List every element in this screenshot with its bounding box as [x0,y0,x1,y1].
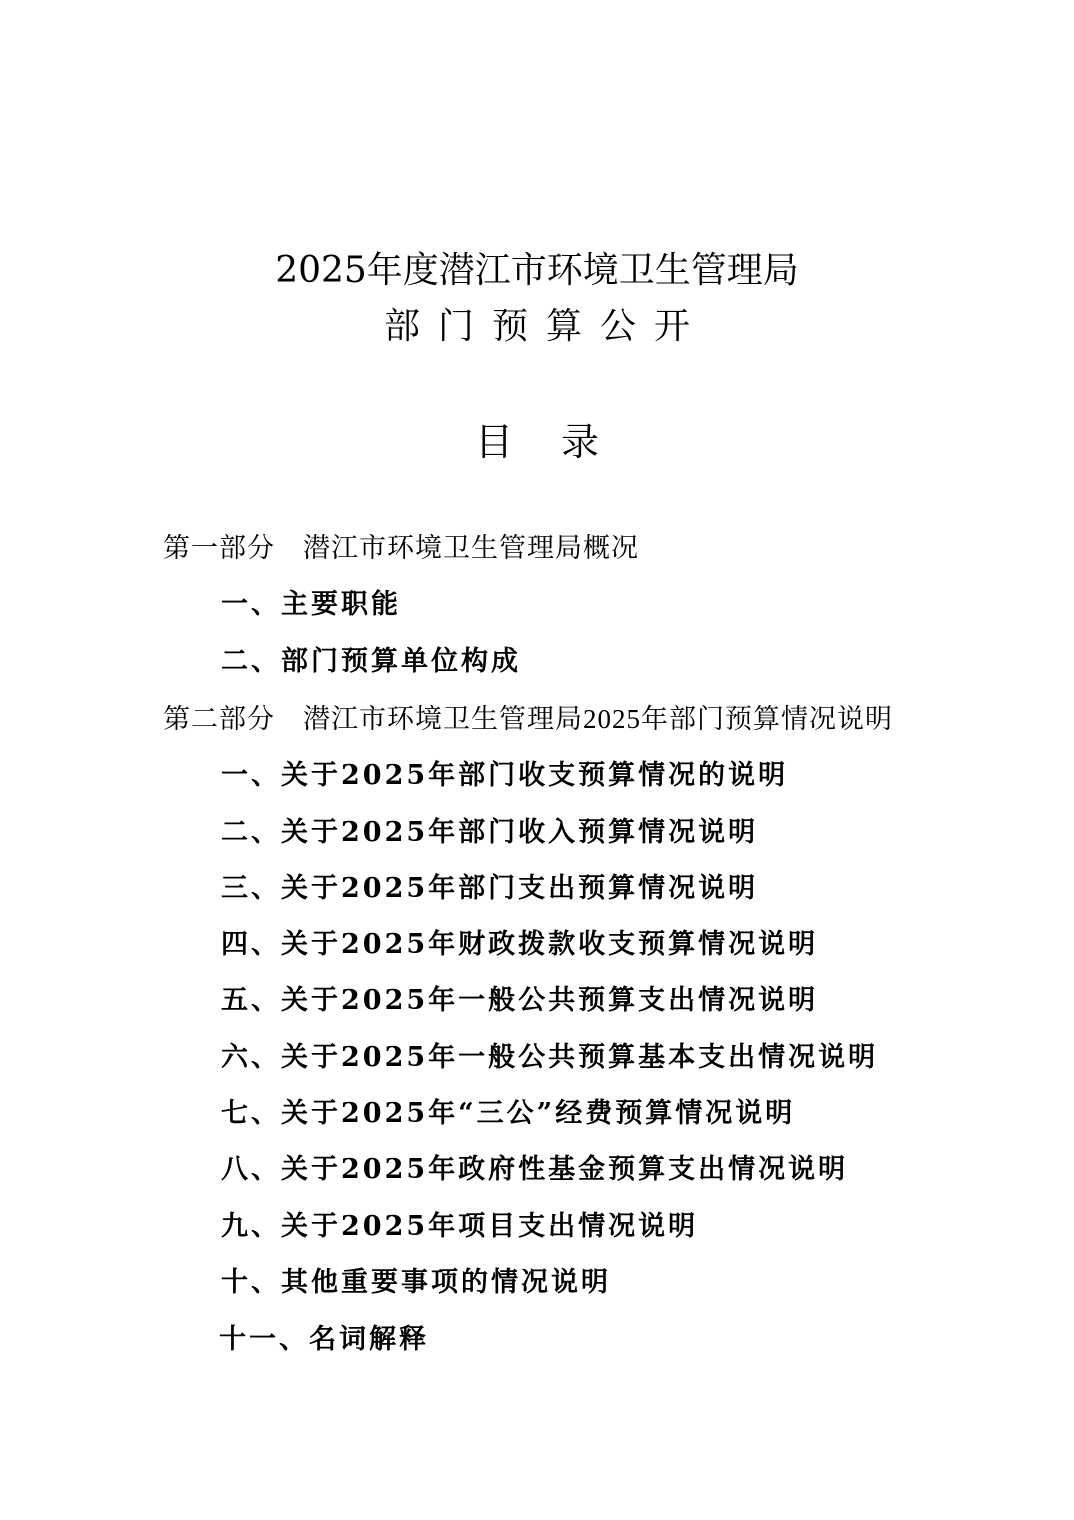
toc-item[interactable]: 七、关于2025年“三公”经费预算情况说明 [221,1098,796,1129]
toc-item[interactable]: 二、部门预算单位构成 [221,646,521,677]
toc-item[interactable]: 四、关于2025年财政拨款收支预算情况说明 [221,929,819,960]
toc-item[interactable]: 六、关于2025年一般公共预算基本支出情况说明 [221,1042,879,1073]
table-of-contents-heading: 目录 [474,420,647,464]
toc-item[interactable]: 九、关于2025年项目支出情况说明 [221,1211,699,1242]
toc-item[interactable]: 一、关于2025年部门收支预算情况的说明 [221,760,789,791]
toc-item[interactable]: 八、关于2025年政府性基金预算支出情况说明 [221,1154,849,1185]
toc-item[interactable]: 十一、名词解释 [219,1324,429,1355]
toc-item[interactable]: 二、关于2025年部门收入预算情况说明 [221,817,759,848]
toc-item[interactable]: 五、关于2025年一般公共预算支出情况说明 [221,985,819,1016]
toc-item[interactable]: 十、其他重要事项的情况说明 [221,1267,611,1298]
toc-part-2[interactable]: 第二部分 潜江市环境卫生管理局2025年部门预算情况说明 [163,704,893,734]
toc-item[interactable]: 三、关于2025年部门支出预算情况说明 [221,873,759,904]
toc-item[interactable]: 一、主要职能 [221,589,401,620]
document-title-line-1: 2025年度潜江市环境卫生管理局 [275,250,799,291]
toc-part-1[interactable]: 第一部分 潜江市环境卫生管理局概况 [163,533,639,563]
document-title-line-2: 部门预算公开 [383,306,708,347]
